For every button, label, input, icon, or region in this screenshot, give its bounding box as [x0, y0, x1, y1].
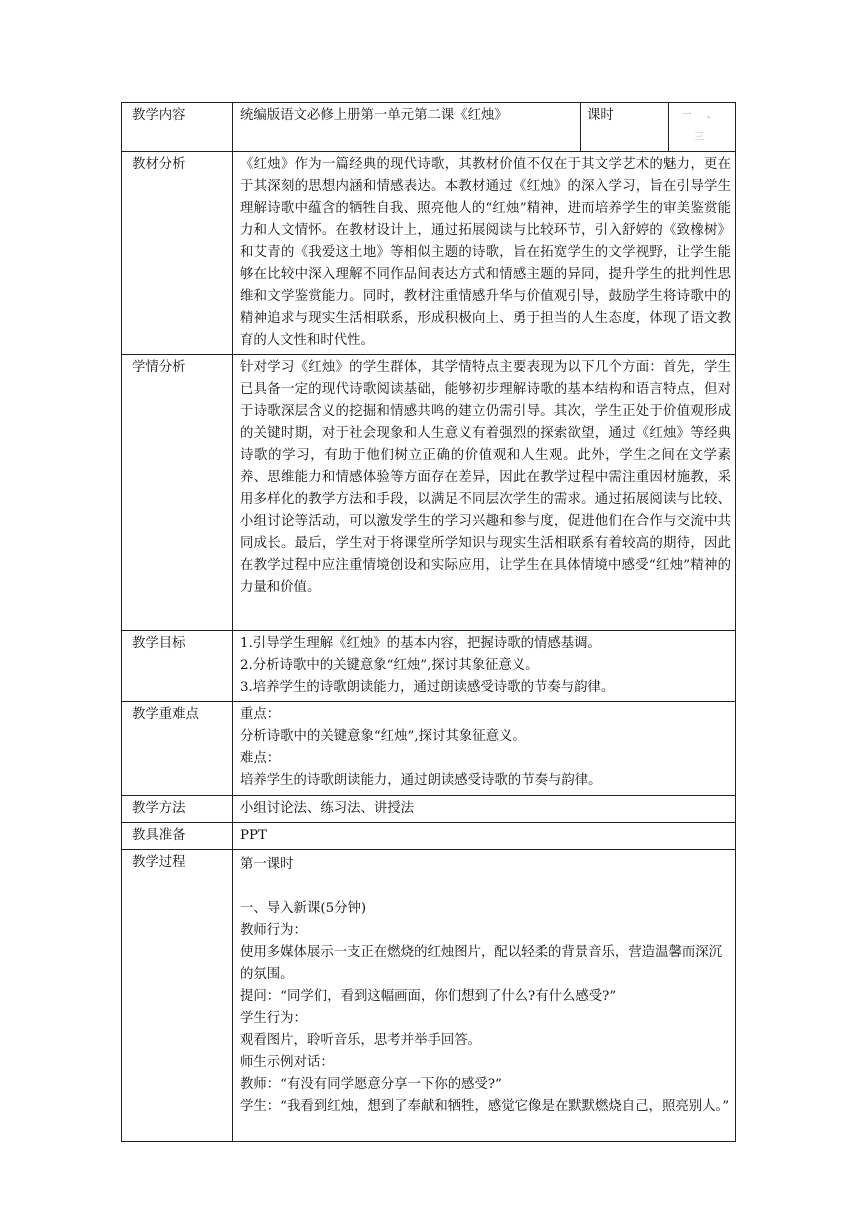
- difficult-point-title: 难点：: [240, 751, 281, 766]
- period-value: 一 、 三: [669, 103, 736, 152]
- methods-value: 小组讨论法、练习法、讲授法: [233, 796, 736, 823]
- process-row: [122, 850, 736, 1142]
- objectives-row: [122, 631, 736, 702]
- textbook-analysis-text: 《红烛》作为一篇经典的现代诗歌，其教材价值不仅在于其文学艺术的魅力，更在于其深刻的思想内涵和情感表达。本教材通过《红烛》的深入学习，旨在引导学生理解诗歌中蕴含的牺牲自我、照亮他人的“红烛”精神，进而培养学生的审美鉴赏能力和人文情怀。在教材设计上，通过拓展阅读与比较环节，引入舒婷的《致橡树》和艾青的《我爱这土地》等相似主题的诗歌，旨在拓宽学生的文学视野，让学生能够在比较中深入理解不同作品间表达方式和情感主题的异同，提升学生的批判性思维和文学鉴赏能力。同时，教材注重情感升华与价值观引导，鼓励学生将诗歌中的精神追求与现实生活相联系，形成积极向上、勇于担当的人生态度，体现了语文教育的人文性和时代性。: [233, 152, 736, 355]
- objectives-label: 教学目标: [122, 631, 233, 702]
- difficult-point-text: 培养学生的诗歌朗读能力，通过朗读感受诗歌的节奏与韵律。: [240, 773, 602, 788]
- objective-item: 2.分析诗歌中的关键意象“红烛”,探讨其象征意义。: [240, 658, 539, 673]
- textbook-analysis-label: 教材分析: [122, 152, 233, 355]
- process-line: 学生：“我看到红烛，想到了奉献和牺牲，感觉它像是在默默燃烧自己，照亮别人。”: [240, 1099, 730, 1114]
- process-line: 使用多媒体展示一支正在燃烧的红烛图片，配以轻柔的背景音乐，营造温馨而深沉的氛围。: [240, 945, 723, 982]
- student-analysis-text: 针对学习《红烛》的学生群体，其学情特点主要表现为以下几个方面：首先，学生已具备一定的现代诗歌阅读基础，能够初步理解诗歌的基本结构和语言特点，但对于诗歌深层含义的挖掘和情感共鸣的建立仍需引导。其次，学生正处于价值观形成的关键时期，对于社会现象和人生意义有着强烈的探索欲望，通过《红烛》等经典诗歌的学习，有助于他们树立正确的价值观和人生观。此外，学生之间在文学素养、思维能力和情感体验等方面存在差异，因此在教学过程中需注重因材施教，采用多样化的教学方法和手段，以满足不同层次学生的需求。通过拓展阅读与比较、小组讨论等活动，可以激发学生的学习兴趣和参与度，促进他们在合作与交流中共同成长。最后，学生对于将课堂所学知识与现实生活相联系有着较高的期待，因此在教学过程中应注重情境创设和实际应用，让学生在具体情境中感受“红烛”精神的力量和价值。: [233, 355, 736, 631]
- process-line: 提问：“同学们，看到这幅画面，你们想到了什么?有什么感受?”: [240, 989, 617, 1004]
- methods-label: 教学方法: [122, 796, 233, 823]
- objectives-list: [233, 631, 736, 702]
- process-line: 学生行为：: [240, 1011, 307, 1026]
- objective-item: 1.引导学生理解《红烛》的基本内容，把握诗歌的情感基调。: [240, 636, 601, 651]
- student-analysis-row: [122, 355, 736, 631]
- key-points-content: [233, 702, 736, 796]
- key-points-label: 教学重难点: [122, 702, 233, 796]
- process-line: 一、导入新课(5分钟): [240, 901, 367, 916]
- tools-row: [122, 823, 736, 850]
- period-label: 课时: [581, 103, 669, 152]
- textbook-analysis-row: [122, 152, 736, 355]
- content-value: 统编版语文必修上册第一单元第二课《红烛》: [233, 103, 581, 152]
- process-label: 教学过程: [122, 850, 233, 1142]
- process-line: 观看图片，聆听音乐，思考并举手回答。: [240, 1033, 482, 1048]
- process-line: 第一课时: [240, 857, 294, 872]
- key-point-title: 重点：: [240, 707, 281, 722]
- process-line: 师生示例对话：: [240, 1055, 334, 1070]
- student-analysis-label: 学情分析: [122, 355, 233, 631]
- key-point-text: 分析诗歌中的关键意象“红烛”,探讨其象征意义。: [240, 729, 526, 744]
- key-points-row: [122, 702, 736, 796]
- tools-label: 教具准备: [122, 823, 233, 850]
- methods-row: [122, 796, 736, 823]
- lesson-plan-page: [121, 102, 735, 1142]
- tools-value: PPT: [233, 823, 736, 850]
- lesson-plan-table: [121, 102, 736, 1142]
- objective-item: 3.培养学生的诗歌朗读能力，通过朗读感受诗歌的节奏与韵律。: [240, 680, 615, 695]
- process-content: [233, 850, 736, 1142]
- process-line: 教师：“有没有同学愿意分享一下你的感受?”: [240, 1077, 502, 1092]
- process-line: 教师行为：: [240, 923, 307, 938]
- content-label: 教学内容: [122, 103, 233, 152]
- process-spacer: [240, 876, 731, 898]
- header-row: [122, 103, 736, 152]
